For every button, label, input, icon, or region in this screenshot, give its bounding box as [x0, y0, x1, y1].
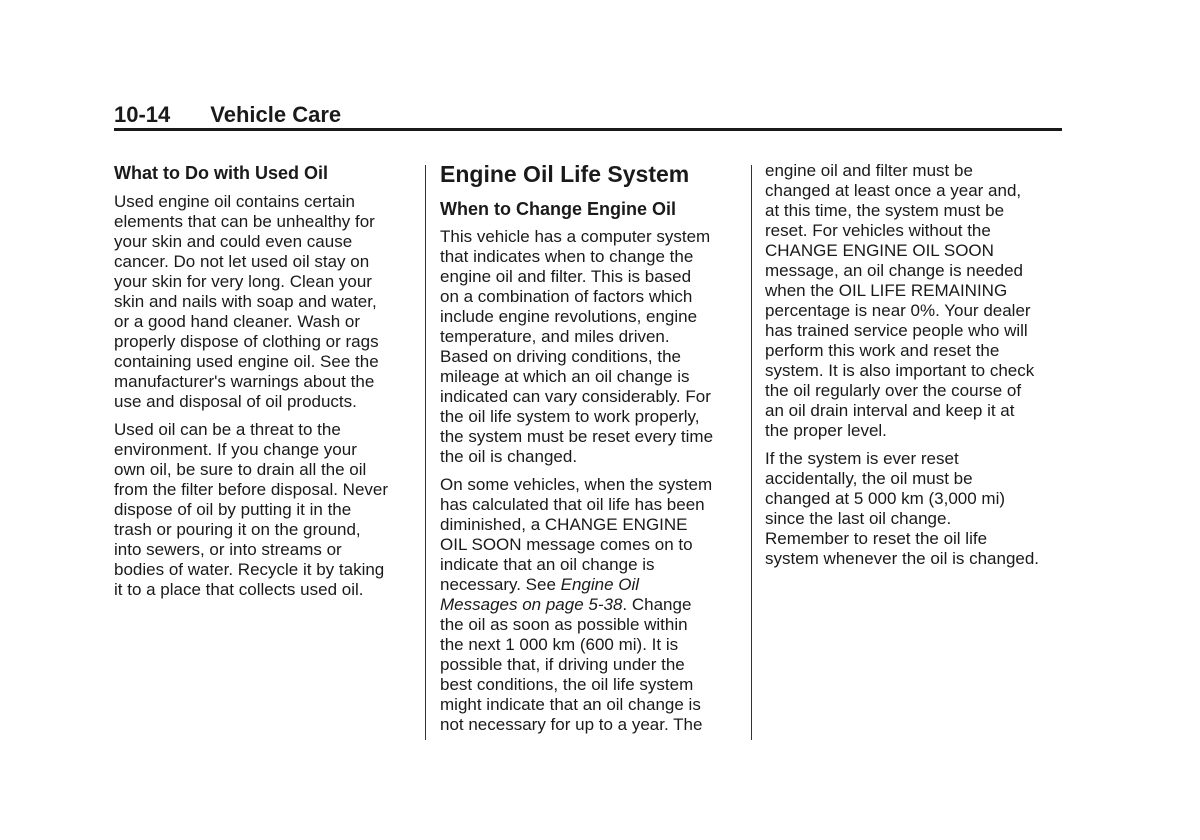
text-line: If the system is ever reset: [765, 449, 959, 468]
text-line: This vehicle has a computer system: [440, 227, 711, 246]
text-line: has calculated that oil life has been: [440, 495, 705, 514]
text-line: use and disposal of oil products.: [114, 392, 357, 411]
column-divider: [751, 165, 752, 740]
text-line: containing used engine oil. See the: [114, 352, 379, 371]
text-line: temperature, and miles driven.: [440, 327, 670, 346]
text-line: engine oil and filter. This is based: [440, 267, 692, 286]
text-line: diminished, a CHANGE ENGINE: [440, 515, 688, 534]
text-line: percentage is near 0%. Your dealer: [765, 301, 1031, 320]
engine-oil-messages-reference[interactable]: Engine Oil: [560, 575, 640, 594]
text-line: the oil regularly over the course of: [765, 381, 1022, 400]
oil-life-paragraph-2: [440, 475, 740, 735]
text-line: has trained service people who will: [765, 321, 1028, 340]
oil-life-paragraph-1: [440, 227, 740, 467]
text-line: bodies of water. Recycle it by taking: [114, 560, 385, 579]
text-line: Used engine oil contains certain: [114, 192, 355, 211]
text-line: On some vehicles, when the system: [440, 475, 713, 494]
text-line: possible that, if driving under the: [440, 655, 685, 674]
text-line: the oil as soon as possible within: [440, 615, 688, 634]
text-line: reset. For vehicles without the: [765, 221, 991, 240]
text-line: at this time, the system must be: [765, 201, 1005, 220]
text-line: properly dispose of clothing or rags: [114, 332, 379, 351]
text-line: an oil drain interval and keep it at: [765, 401, 1015, 420]
text-line: or a good hand cleaner. Wash or: [114, 312, 361, 331]
page-number: 10-14: [114, 102, 171, 127]
text-line: accidentally, the oil must be: [765, 469, 973, 488]
text-line: message, an oil change is needed: [765, 261, 1024, 280]
text-line: dispose of oil by putting it in the: [114, 500, 352, 519]
text-line: the oil life system to work properly,: [440, 407, 700, 426]
oil-life-paragraph-3: [765, 161, 1065, 441]
text-line: . Change: [622, 595, 692, 614]
text-line: Remember to reset the oil life: [765, 529, 988, 548]
text-line: OIL SOON message comes on to: [440, 535, 693, 554]
text-line: indicate that an oil change is: [440, 555, 655, 574]
text-line: environment. If you change your: [114, 440, 357, 459]
column-divider: [425, 165, 426, 740]
text-line: system whenever the oil is changed.: [765, 549, 1040, 568]
section-heading: Engine Oil Life System: [440, 161, 690, 187]
text-line: necessary. See: [440, 575, 561, 594]
text-line: indicated can vary considerably. For: [440, 387, 711, 406]
text-line: not necessary for up to a year. The: [440, 715, 703, 734]
column-middle: [440, 160, 740, 743]
text-line: the proper level.: [765, 421, 887, 440]
text-line: trash or pouring it on the ground,: [114, 520, 361, 539]
text-line: when the OIL LIFE REMAINING: [765, 281, 1008, 300]
header-rule: [114, 128, 1062, 131]
used-oil-heading: What to Do with Used Oil: [114, 163, 328, 183]
text-line: it to a place that collects used oil.: [114, 580, 364, 599]
text-line: own oil, be sure to drain all the oil: [114, 460, 367, 479]
column-left: [114, 160, 414, 608]
text-line: cancer. Do not let used oil stay on: [114, 252, 370, 271]
text-line: include engine revolutions, engine: [440, 307, 698, 326]
page-title: Vehicle Care: [210, 102, 342, 127]
text-line: that indicates when to change the: [440, 247, 694, 266]
used-oil-paragraph-2: [114, 420, 414, 600]
text-line: might indicate that an oil change is: [440, 695, 701, 714]
text-line: manufacturer's warnings about the: [114, 372, 375, 391]
text-line: elements that can be unhealthy for: [114, 212, 375, 231]
when-to-change-heading: When to Change Engine Oil: [440, 199, 676, 219]
text-line: changed at 5 000 km (3,000 mi): [765, 489, 1006, 508]
oil-life-paragraph-4: [765, 449, 1065, 569]
text-line: the system must be reset every time: [440, 427, 714, 446]
text-line: Used oil can be a threat to the: [114, 420, 341, 439]
text-line: Based on driving conditions, the: [440, 347, 681, 366]
used-oil-paragraph-1: [114, 192, 414, 412]
text-line: from the filter before disposal. Never: [114, 480, 389, 499]
text-line: CHANGE ENGINE OIL SOON: [765, 241, 994, 260]
engine-oil-messages-reference[interactable]: Messages on page 5-38: [440, 595, 623, 614]
text-line: system. It is also important to check: [765, 361, 1035, 380]
text-line: perform this work and reset the: [765, 341, 1000, 360]
text-line: engine oil and filter must be: [765, 161, 973, 180]
text-line: into sewers, or into streams or: [114, 540, 342, 559]
text-line: mileage at which an oil change is: [440, 367, 690, 386]
text-line: the oil is changed.: [440, 447, 578, 466]
text-line: since the last oil change.: [765, 509, 952, 528]
text-line: skin and nails with soap and water,: [114, 292, 377, 311]
text-line: best conditions, the oil life system: [440, 675, 694, 694]
text-line: your skin and could even cause: [114, 232, 353, 251]
text-line: the next 1 000 km (600 mi). It is: [440, 635, 679, 654]
text-line: changed at least once a year and,: [765, 181, 1022, 200]
page-header: [114, 100, 341, 130]
text-line: your skin for very long. Clean your: [114, 272, 372, 291]
column-right: [765, 161, 1065, 577]
text-line: on a combination of factors which: [440, 287, 693, 306]
